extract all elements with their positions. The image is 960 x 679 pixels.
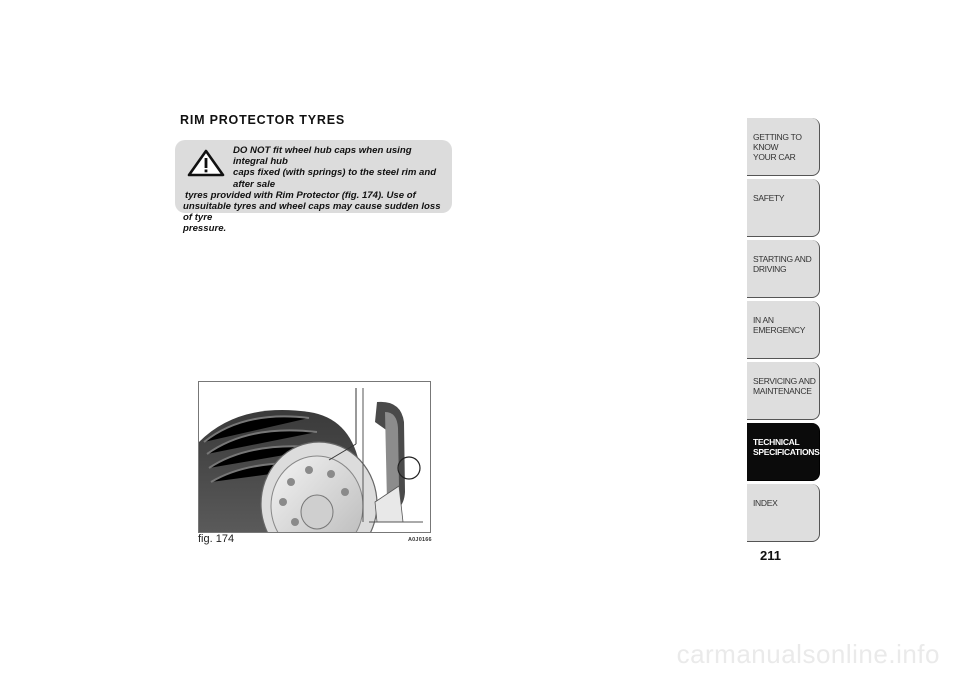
tab-safety[interactable]: [747, 179, 820, 237]
tab-label-line2: MAINTENANCE: [753, 386, 812, 396]
tab-in-an-emergency[interactable]: [747, 301, 820, 359]
warning-line-2: caps fixed (with springs) to the steel rim and after sale: [233, 167, 437, 190]
tab-label-line1: STARTING AND: [753, 254, 812, 264]
tab-label-line2: YOUR CAR: [753, 152, 796, 162]
tyre-drawing: [199, 382, 430, 532]
tab-label-line1: IN AN EMERGENCY: [753, 315, 806, 335]
warning-line-5: pressure.: [183, 223, 227, 235]
page-number: 211: [760, 548, 781, 563]
warning-line-3: tyres provided with Rim Protector (fig. 174). Use of: [185, 189, 416, 201]
tab-label-line2: DRIVING: [753, 264, 787, 274]
tab-label-line2: SPECIFICATIONS: [753, 447, 820, 457]
tab-label-line1: GETTING TO KNOW: [753, 132, 802, 152]
warning-line-4: unsuitable tyres and wheel caps may cause sudden loss of tyre: [183, 201, 441, 224]
tab-label-line1: SAFETY: [753, 193, 785, 203]
tab-label-line1: SERVICING AND: [753, 376, 816, 386]
tyre-illustration: [198, 381, 431, 533]
tab-label-line1: INDEX: [753, 498, 778, 508]
tab-label-line1: TECHNICAL: [753, 437, 800, 447]
tab-getting-to-know-your-car[interactable]: [747, 118, 820, 176]
figure-caption: fig. 174: [198, 533, 235, 545]
warning-line-1: DO NOT fit wheel hub caps when using integral hub: [233, 145, 412, 168]
tab-starting-and-driving[interactable]: [747, 240, 820, 298]
tab-technical-specifications[interactable]: [747, 423, 820, 481]
figure-code: A0J0166: [408, 537, 432, 543]
tab-servicing-and-maintenance[interactable]: [747, 362, 820, 420]
tab-index[interactable]: [747, 484, 820, 542]
watermark-text: carmanualsonline.info: [676, 639, 940, 669]
chapter-tabs: [747, 118, 820, 545]
warning-triangle-icon: [187, 149, 225, 177]
section-heading: RIM PROTECTOR TYRES: [180, 113, 345, 127]
warning-box: [175, 140, 452, 235]
